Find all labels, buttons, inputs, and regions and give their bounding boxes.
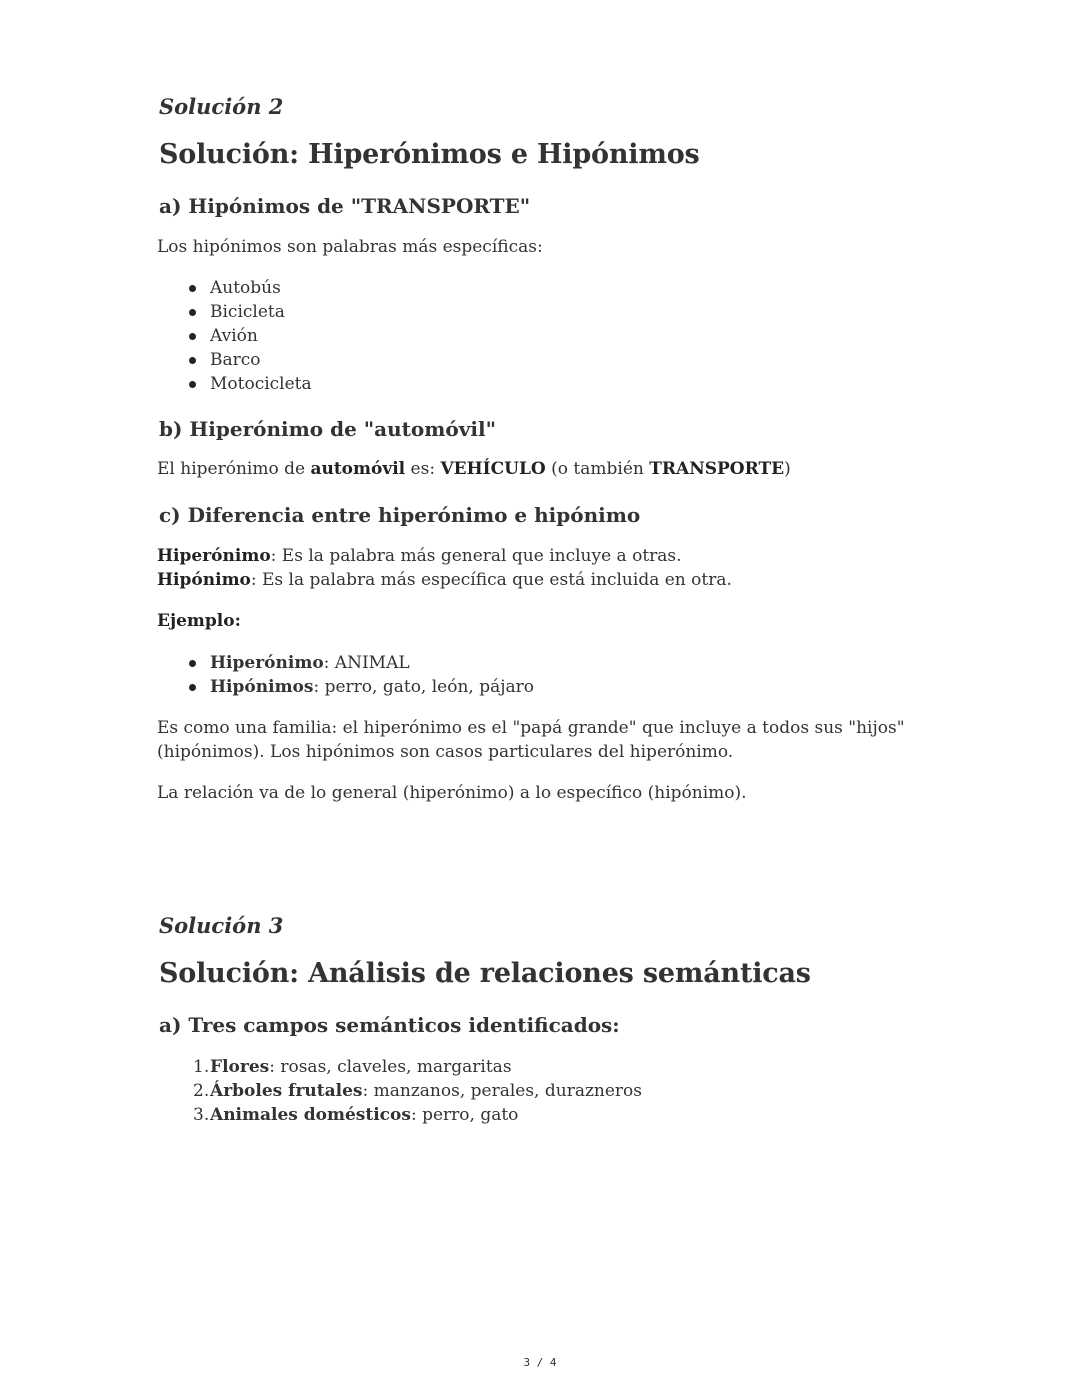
list-item: 3. Animales domésticos: perro, gato [193,1105,519,1125]
list-item: 1. Flores: rosas, claveles, margaritas [193,1057,512,1077]
solution-2-title: Solución: Hiperónimos e Hipónimos [159,139,700,170]
section-a-intro: Los hipónimos son palabras más específicas: [157,237,543,257]
list-item: Autobús [210,276,312,300]
transport-hyponym-list [210,276,312,396]
bullet-icon [189,660,196,667]
list-item: Motocicleta [210,372,312,396]
list-item: Hipónimos: perro, gato, león, pájaro [210,675,534,699]
bullet-icon [189,309,196,316]
example-list [210,651,534,699]
list-item: Avión [210,324,312,348]
section-b-answer: El hiperónimo de automóvil es: VEHÍCULO (o también TRANSPORTE) [157,459,791,479]
bullet-icon [189,333,196,340]
example-label: Ejemplo: [157,611,241,631]
list-item: 2. Árboles frutales: manzanos, perales, durazneros [193,1081,643,1101]
page-number: 3 / 4 [523,1356,557,1369]
list-item: Barco [210,348,312,372]
definition-hyponym: Hipónimo: Es la palabra más específica que está incluida en otra. [157,570,732,590]
definition-hyperonym: Hiperónimo: Es la palabra más general que incluye a otras. [157,546,682,566]
solution-3-label: Solución 3 [159,913,284,938]
solution-2-label: Solución 2 [159,94,284,119]
relation-summary: La relación va de lo general (hiperónimo) a lo específico (hipónimo). [157,783,747,803]
list-item: Hiperónimo: ANIMAL [210,651,534,675]
bullet-icon [189,381,196,388]
section-3a-heading: a) Tres campos semánticos identificados: [159,1013,620,1037]
bullet-icon [189,357,196,364]
section-c-heading: c) Diferencia entre hiperónimo e hipónimo [159,503,641,527]
list-item: Bicicleta [210,300,312,324]
bullet-icon [189,285,196,292]
family-analogy-line-2: (hipónimos). Los hipónimos son casos particulares del hiperónimo. [157,742,734,762]
section-a-heading: a) Hipónimos de "TRANSPORTE" [159,194,531,218]
section-b-heading: b) Hiperónimo de "automóvil" [159,417,497,441]
solution-3-title: Solución: Análisis de relaciones semánticas [159,958,811,989]
semantic-fields-list [193,1055,643,1127]
family-analogy-line-1: Es como una familia: el hiperónimo es el "papá grande" que incluye a todos sus "hijos" [157,718,905,738]
bullet-icon [189,684,196,691]
